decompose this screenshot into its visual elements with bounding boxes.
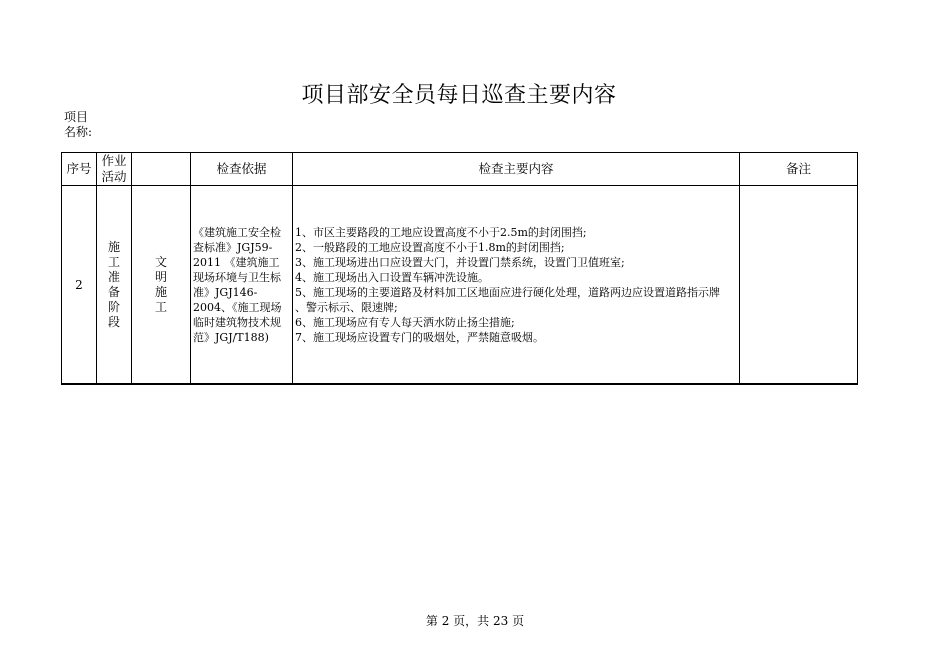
content-item: 7、施工现场应设置专门的吸烟处，严禁随意吸烟。 [295, 330, 544, 344]
activity-char: 备 [107, 284, 120, 299]
row-content [293, 186, 740, 385]
content-item: 6、施工现场应有专人每天洒水防止扬尘措施; [295, 315, 515, 329]
table-header-row [62, 153, 858, 186]
inspection-table [61, 152, 858, 385]
row-seq: 2 [62, 186, 97, 385]
project-name-label: 项目名称: [64, 110, 93, 139]
content-item: 1、市区主要路段的工地应设置高度不小于2.5m的封闭围挡; [295, 225, 587, 239]
category-char: 工 [154, 299, 167, 314]
category-char: 明 [154, 269, 167, 284]
activity-char: 施 [107, 239, 120, 254]
table-row [62, 186, 858, 385]
category-char: 施 [154, 284, 167, 299]
activity-char: 阶 [107, 299, 120, 314]
page-title: 项目部安全员每日巡查主要内容 [301, 83, 617, 108]
header-remark: 备注 [740, 153, 858, 186]
content-item: 、警示标示、限速牌; [295, 300, 398, 314]
activity-char: 段 [107, 314, 120, 329]
row-basis: 《建筑施工安全检查标准》JGJ59-2011 《建筑施工现场环境与卫生标准》JGJ146-2004、《施工现场临时建筑物技术规范》JGJ/T188) [191, 186, 293, 385]
row-remark [740, 186, 858, 385]
header-seq: 序号 [62, 153, 97, 186]
header-activity: 作业活动 [97, 153, 132, 186]
header-basis: 检查依据 [191, 153, 293, 186]
content-item: 2、一般路段的工地应设置高度不小于1.8m的封闭围挡; [295, 240, 565, 254]
content-item: 5、施工现场的主要道路及材料加工区地面应进行硬化处理，道路两边应设置道路指示牌 [295, 285, 720, 299]
content-item: 3、施工现场进出口应设置大门，并设置门禁系统，设置门卫值班室; [295, 255, 625, 269]
page-footer: 第 2 页，共 23 页 [425, 614, 525, 628]
activity-char: 准 [107, 269, 120, 284]
row-activity [97, 186, 132, 385]
row-category [132, 186, 191, 385]
activity-char: 工 [107, 254, 120, 269]
header-content: 检查主要内容 [293, 153, 740, 186]
header-blank [132, 153, 191, 186]
category-char: 文 [154, 254, 167, 269]
content-item: 4、施工现场出入口设置车辆冲洗设施。 [295, 270, 489, 284]
